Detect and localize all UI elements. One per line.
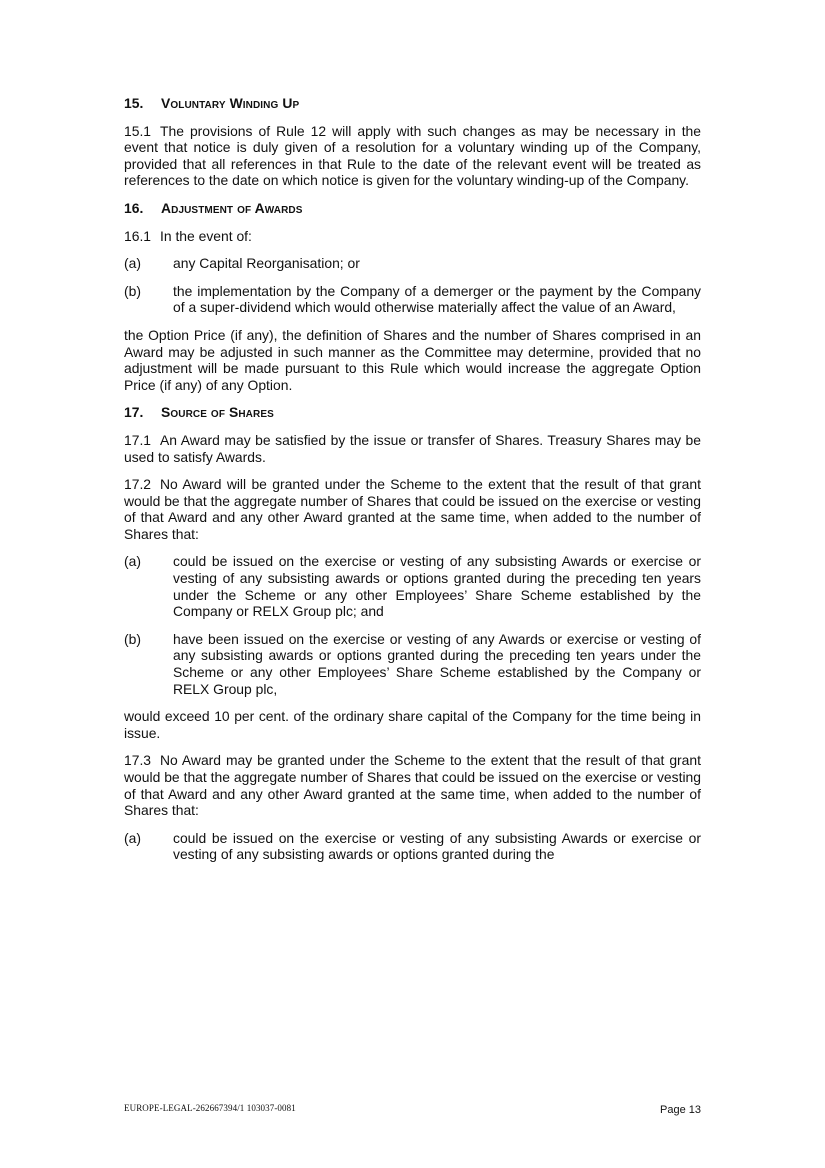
- document-reference: EUROPE-LEGAL-262667394/1 103037-0081: [124, 1103, 296, 1113]
- section-number: 15.: [124, 95, 144, 111]
- list-label: (a): [124, 829, 141, 846]
- list-label: (a): [124, 255, 141, 272]
- paragraph-number: 16.1: [124, 227, 152, 244]
- list-item-17-2-a: [124, 553, 701, 619]
- page-number: Page 13: [660, 1104, 701, 1116]
- section-heading-16: [124, 200, 701, 217]
- paragraph-text: In the event of:: [160, 227, 252, 244]
- list-item-17-3-a: [124, 830, 701, 863]
- paragraph-number: 17.1: [124, 431, 152, 448]
- paragraph-17-2: [124, 476, 701, 542]
- list-item-17-2-b: [124, 631, 701, 697]
- list-text: any Capital Reorganisation; or: [173, 255, 360, 272]
- paragraph-number: 17.3: [124, 752, 152, 769]
- paragraph-17-3: [124, 752, 701, 818]
- document-body: [124, 95, 701, 874]
- paragraph-text: No Award will be granted under the Scheme to the extent that the result of that grant would be that the aggregate number of Shares that could be issued on the exercise or vesting of that Award and any other Award granted at the same time, when added to the number of Shares that:: [124, 476, 701, 542]
- section-title: Adjustment of Awards: [161, 199, 303, 216]
- paragraph-16-tail: the Option Price (if any), the definition of Shares and the number of Shares comprised in an Award may be adjusted in such manner as the Committee may determine, provided that no adjustment will be made pursuant to this Rule which would increase the aggregate Option Price (if any) of any Option.: [124, 326, 701, 393]
- paragraph-number: 15.1: [124, 122, 152, 139]
- section-number: 16.: [124, 199, 144, 216]
- section-number: 17.: [124, 404, 144, 421]
- list-text: could be issued on the exercise or vesting of any subsisting Awards or exercise or vesting of any subsisting awards or options granted during the: [173, 829, 701, 863]
- list-label: (b): [124, 282, 141, 299]
- list-label: (a): [124, 553, 141, 570]
- paragraph-number: 17.2: [124, 476, 152, 493]
- paragraph-text: An Award may be satisfied by the issue or transfer of Shares. Treasury Shares may be used to satisfy Awards.: [124, 431, 701, 465]
- section-heading-15: [124, 95, 701, 112]
- list-text: the implementation by the Company of a demerger or the payment by the Company of a super-dividend which would otherwise materially affect the value of an Award,: [173, 282, 701, 316]
- list-item-16-b: [124, 283, 701, 316]
- list-text: could be issued on the exercise or vesting of any subsisting Awards or exercise or vesting of any subsisting awards or options granted during the preceding ten years under the Scheme or any other Employees’ Share Scheme established by the Company or RELX Group plc; and: [173, 553, 701, 620]
- paragraph-15-1: [124, 123, 701, 189]
- paragraph-17-2-tail: would exceed 10 per cent. of the ordinary share capital of the Company for the time being in issue.: [124, 708, 701, 741]
- section-heading-17: [124, 404, 701, 421]
- paragraph-text: No Award may be granted under the Scheme to the extent that the result of that grant would be that the aggregate number of Shares that could be issued on the exercise or vesting of that Award and any other Award granted at the same time, when added to the number of Shares that:: [124, 752, 701, 819]
- paragraph-17-1: [124, 432, 701, 465]
- paragraph-16-1: [124, 228, 701, 245]
- list-text: have been issued on the exercise or vesting of any Awards or exercise or vesting of any subsisting awards or options granted during the preceding ten years under the Scheme or any other Employees’ Share Scheme established by the Company or RELX Group plc,: [173, 630, 701, 697]
- section-title: Source of Shares: [161, 404, 274, 421]
- section-title: Voluntary Winding Up: [161, 95, 300, 111]
- list-label: (b): [124, 630, 141, 647]
- list-item-16-a: [124, 255, 701, 272]
- paragraph-text: The provisions of Rule 12 will apply with such changes as may be necessary in the event that notice is duly given of a resolution for a voluntary winding up of the Company, provided that all references in that Rule to the date of the relevant event will be treated as references to the date on which notice is given for the voluntary winding-up of the Company.: [124, 122, 701, 189]
